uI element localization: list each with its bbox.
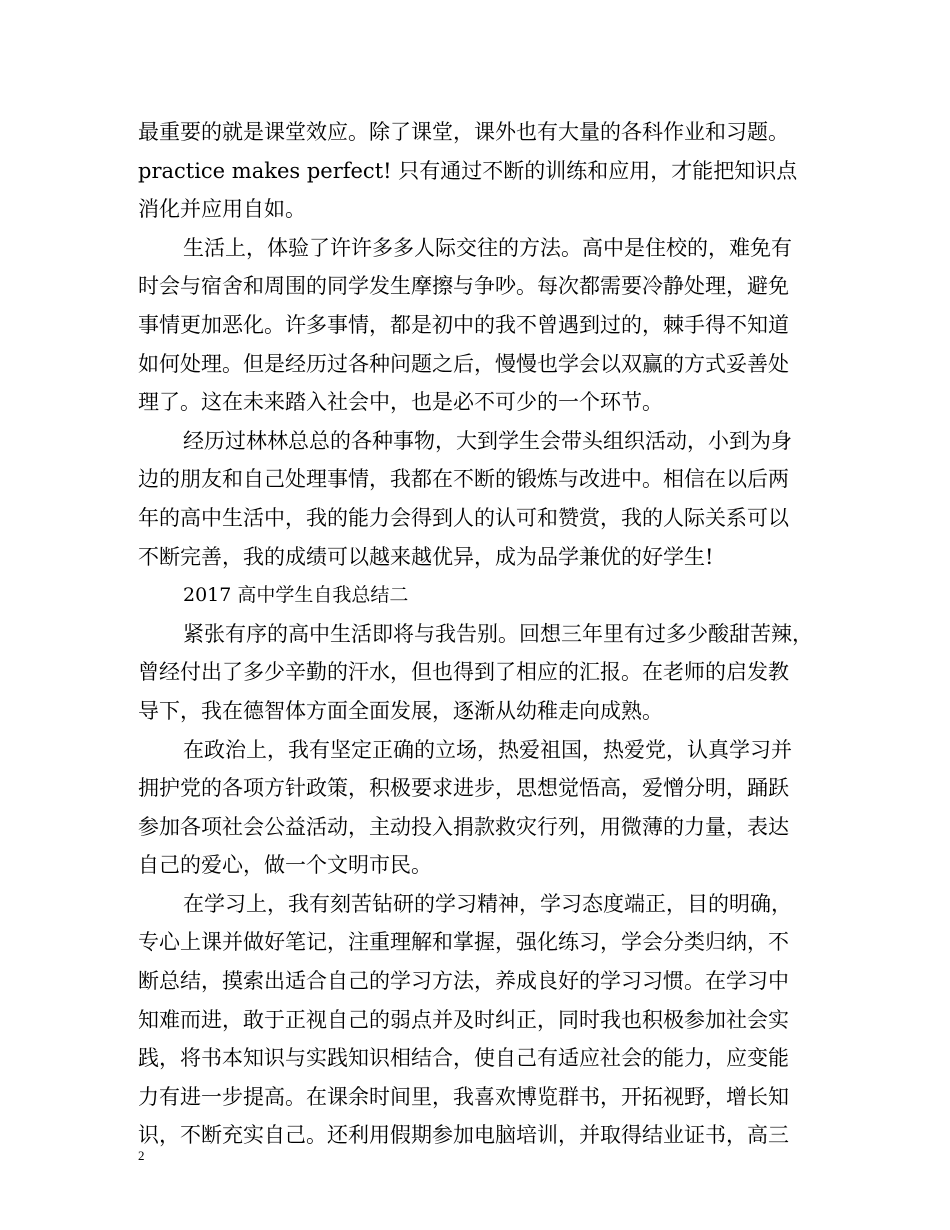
text-line: 践，将书本知识与实践知识相结合，使自己有适应社会的能力，应变能	[138, 1046, 789, 1071]
page-number: 2	[138, 1148, 145, 1163]
text-line: 断总结，摸索出适合自己的学习方法，养成良好的学习习惯。在学习中	[138, 969, 789, 994]
text-line: 时会与宿舍和周围的同学发生摩擦与争吵。每次都需要冷静处理，避免	[138, 274, 789, 299]
text-line: 如何处理。但是经历过各种问题之后，慢慢也学会以双赢的方式妥善处	[138, 351, 789, 376]
section-heading: 2017 高中学生自我总结二	[183, 584, 409, 607]
text-line: 经历过林林总总的各种事物，大到学生会带头组织活动，小到为身	[183, 428, 792, 453]
text-line: 事情更加恶化。许多事情，都是初中的我不曾遇到过的，棘手得不知道	[138, 312, 789, 337]
text-line: 在学习上，我有刻苦钻研的学习精神，学习态度端正，目的明确，	[183, 891, 792, 916]
text-line: 导下，我在德智体方面全面发展，逐渐从幼稚走向成熟。	[138, 698, 663, 723]
text-line: 曾经付出了多少辛勤的汗水，但也得到了相应的汇报。在老师的启发教	[138, 660, 789, 685]
text-line: 拥护党的各项方针政策，积极要求进步，思想觉悟高，爱憎分明，踊跃	[138, 776, 789, 801]
text-line: 参加各项社会公益活动，主动投入捐款救灾行列，用微薄的力量，表达	[138, 814, 789, 839]
text-line: 不断完善，我的成绩可以越来越优异，成为品学兼优的好学生!	[138, 544, 714, 569]
text-line: 最重要的就是课堂效应。除了课堂，课外也有大量的各科作业和习题。	[138, 120, 789, 144]
text-line: 专心上课并做好笔记，注重理解和掌握，强化练习，学会分类归纳，不	[138, 930, 789, 955]
text-line: 边的朋友和自己处理事情，我都在不断的锻炼与改进中。相信在以后两	[138, 467, 789, 492]
text-line: 在政治上，我有坚定正确的立场，热爱祖国，热爱党，认真学习并	[183, 737, 792, 762]
text-line: 消化并应用自如。	[138, 197, 306, 222]
text-line: 力有进一步提高。在课余时间里，我喜欢博览群书，开拓视野，增长知	[138, 1084, 789, 1109]
text-line: 生活上，体验了许许多多人际交往的方法。高中是住校的，难免有	[183, 235, 792, 260]
text-line: 紧张有序的高中生活即将与我告别。回想三年里有过多少酸甜苦辣，	[183, 621, 813, 646]
text-line: 知难而进，敢于正视自己的弱点并及时纠正，同时我也积极参加社会实	[138, 1007, 789, 1032]
text-line: 识，不断充实自己。还利用假期参加电脑培训，并取得结业证书，高三	[138, 1123, 789, 1148]
document-body	[138, 113, 838, 1155]
text-line: practice makes perfect! 只有通过不断的训练和应用，才能把知识点	[138, 158, 798, 183]
text-line: 年的高中生活中，我的能力会得到人的认可和赞赏，我的人际关系可以	[138, 505, 789, 530]
text-line: 自己的爱心，做一个文明市民。	[138, 853, 432, 878]
text-line: 理了。这在未来踏入社会中，也是必不可少的一个环节。	[138, 390, 663, 415]
